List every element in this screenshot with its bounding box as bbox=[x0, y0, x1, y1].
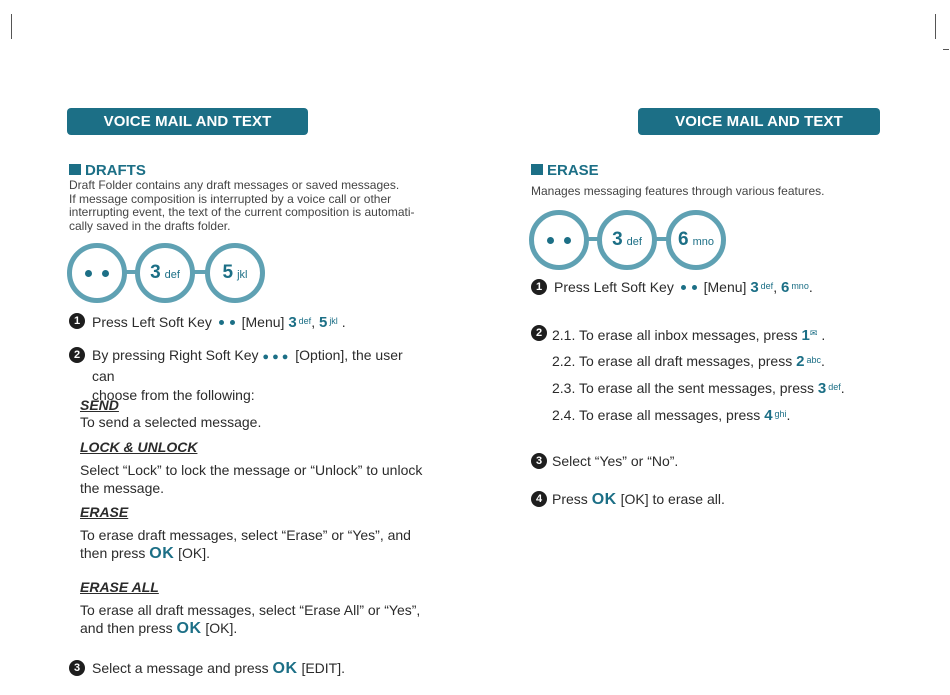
erase-draft-text: 2.2. To erase all draft messages, press bbox=[552, 353, 793, 369]
soft-key-dot-icon bbox=[681, 285, 686, 290]
key-5-glyph: 5 bbox=[318, 314, 328, 331]
separator: , bbox=[773, 279, 778, 295]
option-send-title: SEND bbox=[80, 397, 119, 413]
erase-line-1: To erase draft messages, select “Erase” or “Yes”, and bbox=[80, 527, 411, 543]
key-3-circle bbox=[135, 243, 195, 303]
erase-all-line-2-a: and then press bbox=[80, 620, 173, 636]
option-erase-desc bbox=[80, 526, 425, 563]
option-lock-desc bbox=[80, 461, 425, 497]
step-number-badge: 2 bbox=[69, 347, 85, 363]
left-soft-key-circle bbox=[67, 243, 127, 303]
square-bullet-icon bbox=[69, 164, 81, 175]
step-number-badge: 1 bbox=[69, 313, 85, 329]
key-3-sub: def bbox=[298, 316, 312, 326]
step-number-badge: 2 bbox=[531, 325, 547, 341]
mail-icon: ✉ bbox=[809, 328, 818, 338]
separator: , bbox=[311, 314, 316, 330]
soft-key-dot-icon bbox=[547, 237, 554, 244]
key-5-digit: 5 bbox=[222, 262, 234, 283]
right-step-4 bbox=[552, 490, 725, 509]
key-6-glyph: 6 bbox=[780, 279, 790, 296]
right-step-3: Select “Yes” or “No”. bbox=[552, 453, 679, 469]
drafts-section-title bbox=[69, 163, 146, 179]
key-1-glyph: 1 bbox=[801, 327, 810, 344]
key-4-sub: ghi bbox=[774, 409, 787, 419]
drafts-desc-line-3: interrupting event, the text of the current composition is automati- bbox=[69, 205, 415, 220]
ok-key-icon: OK bbox=[272, 660, 298, 677]
key-6-sub: mno bbox=[791, 281, 809, 291]
erase-description: Manages messaging features through various features. bbox=[531, 184, 825, 198]
soft-key-dot-icon bbox=[692, 285, 697, 290]
key-5-sub: jkl bbox=[329, 316, 338, 326]
crop-mark-right bbox=[935, 14, 936, 39]
key-3-glyph: 3 bbox=[288, 314, 297, 331]
erase-section-title bbox=[531, 163, 599, 179]
step-number-badge: 3 bbox=[531, 453, 547, 469]
key-3-sub: def bbox=[760, 281, 774, 291]
step-3-text-a: Select a message and press bbox=[92, 660, 269, 676]
erase-all-text: 2.4. To erase all messages, press bbox=[552, 407, 761, 423]
square-bullet-icon bbox=[531, 164, 543, 175]
key-2-glyph: 2 bbox=[796, 353, 805, 370]
step-number-badge: 4 bbox=[531, 491, 547, 507]
erase-sent-text: 2.3. To erase all the sent messages, press bbox=[552, 380, 814, 396]
crop-mark-left bbox=[11, 14, 12, 39]
menu-label: [Menu] bbox=[241, 314, 285, 330]
ok-key-icon: OK bbox=[176, 620, 202, 637]
erase-draft-item bbox=[552, 351, 825, 371]
soft-key-dot-icon bbox=[85, 270, 92, 277]
crop-mark-right-tick bbox=[943, 49, 949, 50]
period: . bbox=[786, 407, 791, 423]
lock-line-1: Select “Lock” to lock the message or “Unlock” to unlock bbox=[80, 462, 423, 478]
step-number-badge: 1 bbox=[531, 279, 547, 295]
soft-key-dot-icon bbox=[564, 237, 571, 244]
drafts-description bbox=[69, 179, 429, 233]
step-2-text-b: [Option], the user can bbox=[92, 347, 403, 384]
step-4-text-b: [OK] to erase all. bbox=[620, 491, 725, 507]
key-3-digit: 3 bbox=[612, 229, 623, 250]
key-3-digit: 3 bbox=[150, 262, 161, 283]
right-step-1 bbox=[554, 277, 813, 297]
erase-title-text: ERASE bbox=[547, 162, 599, 179]
option-erase-all-title: ERASE ALL bbox=[80, 579, 159, 595]
option-send-desc: To send a selected message. bbox=[80, 414, 262, 430]
drafts-desc-line-1: Draft Folder contains any draft messages or saved messages. bbox=[69, 178, 400, 192]
right-soft-key-icon: ●●● bbox=[262, 351, 292, 363]
option-lock-title: LOCK & UNLOCK bbox=[80, 439, 198, 455]
option-erase-title: ERASE bbox=[80, 504, 129, 520]
key-3-letters: def bbox=[626, 236, 642, 248]
key-3-glyph: 3 bbox=[817, 380, 827, 397]
erase-inbox-item bbox=[552, 324, 825, 345]
soft-key-dot-icon bbox=[219, 320, 224, 325]
period: . bbox=[840, 380, 845, 396]
erase-all-line-2-b: [OK]. bbox=[205, 620, 238, 636]
erase-all-item bbox=[552, 405, 790, 425]
key-2-sub: abc bbox=[806, 355, 821, 365]
drafts-desc-line-2: If message composition is interrupted by a voice call or other bbox=[69, 191, 392, 206]
step-1-text: Press Left Soft Key bbox=[554, 279, 674, 295]
period: . bbox=[820, 353, 825, 369]
key-4-glyph: 4 bbox=[764, 407, 773, 424]
key-6-letters: mno bbox=[692, 236, 714, 248]
option-erase-all-desc bbox=[80, 601, 425, 638]
step-2-text-a: By pressing Right Soft Key bbox=[92, 347, 259, 363]
step-3-text-b: [EDIT]. bbox=[301, 660, 345, 676]
period: . bbox=[821, 327, 826, 343]
ok-key-icon: OK bbox=[149, 545, 175, 562]
erase-inbox-text: 2.1. To erase all inbox messages, press bbox=[552, 327, 798, 343]
left-page-header: VOICE MAIL AND TEXT MESSAGE bbox=[67, 108, 308, 135]
left-step-1 bbox=[92, 312, 346, 332]
left-soft-key-circle bbox=[529, 210, 589, 270]
erase-line-2-a: then press bbox=[80, 545, 146, 561]
step-1-text: Press Left Soft Key bbox=[92, 314, 212, 330]
left-step-3 bbox=[92, 659, 345, 678]
erase-line-2-b: [OK]. bbox=[178, 545, 211, 561]
erase-sent-item bbox=[552, 378, 845, 398]
ok-key-icon: OK bbox=[591, 491, 617, 508]
key-3-letters: def bbox=[164, 269, 180, 281]
key-5-circle bbox=[205, 243, 265, 303]
key-3-glyph: 3 bbox=[750, 279, 759, 296]
step-number-badge: 3 bbox=[69, 660, 85, 676]
key-3-sub: def bbox=[828, 382, 841, 392]
right-page-header: VOICE MAIL AND TEXT MESSAGE bbox=[638, 108, 880, 135]
drafts-desc-line-4: cally saved in the drafts folder. bbox=[69, 218, 231, 233]
menu-label: [Menu] bbox=[703, 279, 747, 295]
period: . bbox=[808, 279, 813, 295]
lock-line-2: the message. bbox=[80, 480, 165, 496]
soft-key-dot-icon bbox=[230, 320, 235, 325]
key-3-circle bbox=[597, 210, 657, 270]
soft-key-dot-icon bbox=[102, 270, 109, 277]
erase-all-line-1: To erase all draft messages, select “Erase All” or “Yes”, bbox=[80, 602, 421, 618]
left-step-2 bbox=[92, 346, 422, 405]
key-6-digit: 6 bbox=[678, 229, 689, 250]
key-5-letters: jkl bbox=[237, 269, 248, 281]
step-4-text-a: Press bbox=[552, 491, 588, 507]
period: . bbox=[341, 314, 346, 330]
key-6-circle bbox=[666, 210, 726, 270]
drafts-title-text: DRAFTS bbox=[85, 162, 146, 179]
step-2-line-2: choose from the following: bbox=[92, 387, 255, 403]
